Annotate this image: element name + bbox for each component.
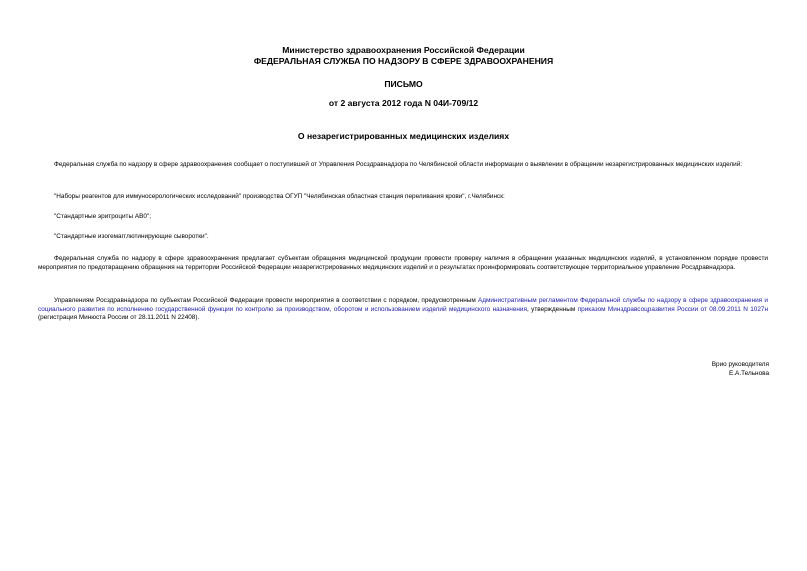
paragraph-reagents: "Наборы реагентов для иммуносерологических исследований" производства ОГУП "Челябинская областная станция переливания крови", г.Челябинск:	[54, 193, 505, 200]
instructions-text-end: (регистрация Минюста России от 28.11.2011 N 22408).	[38, 314, 200, 322]
instructions-text-start: Управлениям Росздравнадзора по субъектам Российской Федерации провести мероприятия в соответствии с порядком, предусмотренным	[54, 297, 479, 304]
paragraph-info: Федеральная служба по надзору в сфере здравоохранения сообщает о поступившей от Управления Росздравнадзора по Челябинской области информации о выявлении в обращении незарегистрированных медицинских изделий:	[54, 161, 743, 168]
document-date-number: от 2 августа 2012 года N 04И-709/12	[328, 98, 479, 108]
paragraph-instructions	[38, 297, 768, 323]
paragraph-sera: "Стандартные изогемагглютинирующие сыворотки".	[54, 233, 209, 240]
paragraph-erythrocytes: "Стандартные эритроциты АВ0";	[54, 213, 151, 220]
regulation-link[interactable]: Административным регламентом Федеральной службы по надзору в сфере здравоохранения и социального развития по исполнению государственной функции по контролю за производством, оборотом и использованием изделий медицинского назначения	[38, 297, 768, 313]
signatory-position: Врио руководителя	[711, 361, 769, 368]
service-title: ФЕДЕРАЛЬНАЯ СЛУЖБА ПО НАДЗОРУ В СФЕРЕ ЗДРАВООХРАНЕНИЯ	[253, 56, 554, 66]
paragraph-proposal: Федеральная служба по надзору в сфере здравоохранения предлагает субъектам обращения медицинской продукции провести проверку наличия в обращении указанных медицинских изделий, в установленном порядке провести мероприятия по предотвращению обращения на территории Российской Федерации незарегистрированных медицинских изделий и о результатах проинформировать соответствующее территориальное управление Росздравнадзора.	[38, 255, 768, 271]
order-link[interactable]: приказом Минздравсоцразвития России от 08.09.2011 N 1027н	[577, 305, 769, 313]
instructions-text-middle: , утвержденным	[526, 305, 578, 313]
ministry-title: Министерство здравоохранения Российской Федерации	[282, 45, 525, 55]
document-subject: О незарегистрированных медицинских изделиях	[297, 131, 510, 141]
signatory-name: Е.А.Тельнова	[729, 370, 769, 377]
document-type: ПИСЬМО	[384, 79, 423, 89]
